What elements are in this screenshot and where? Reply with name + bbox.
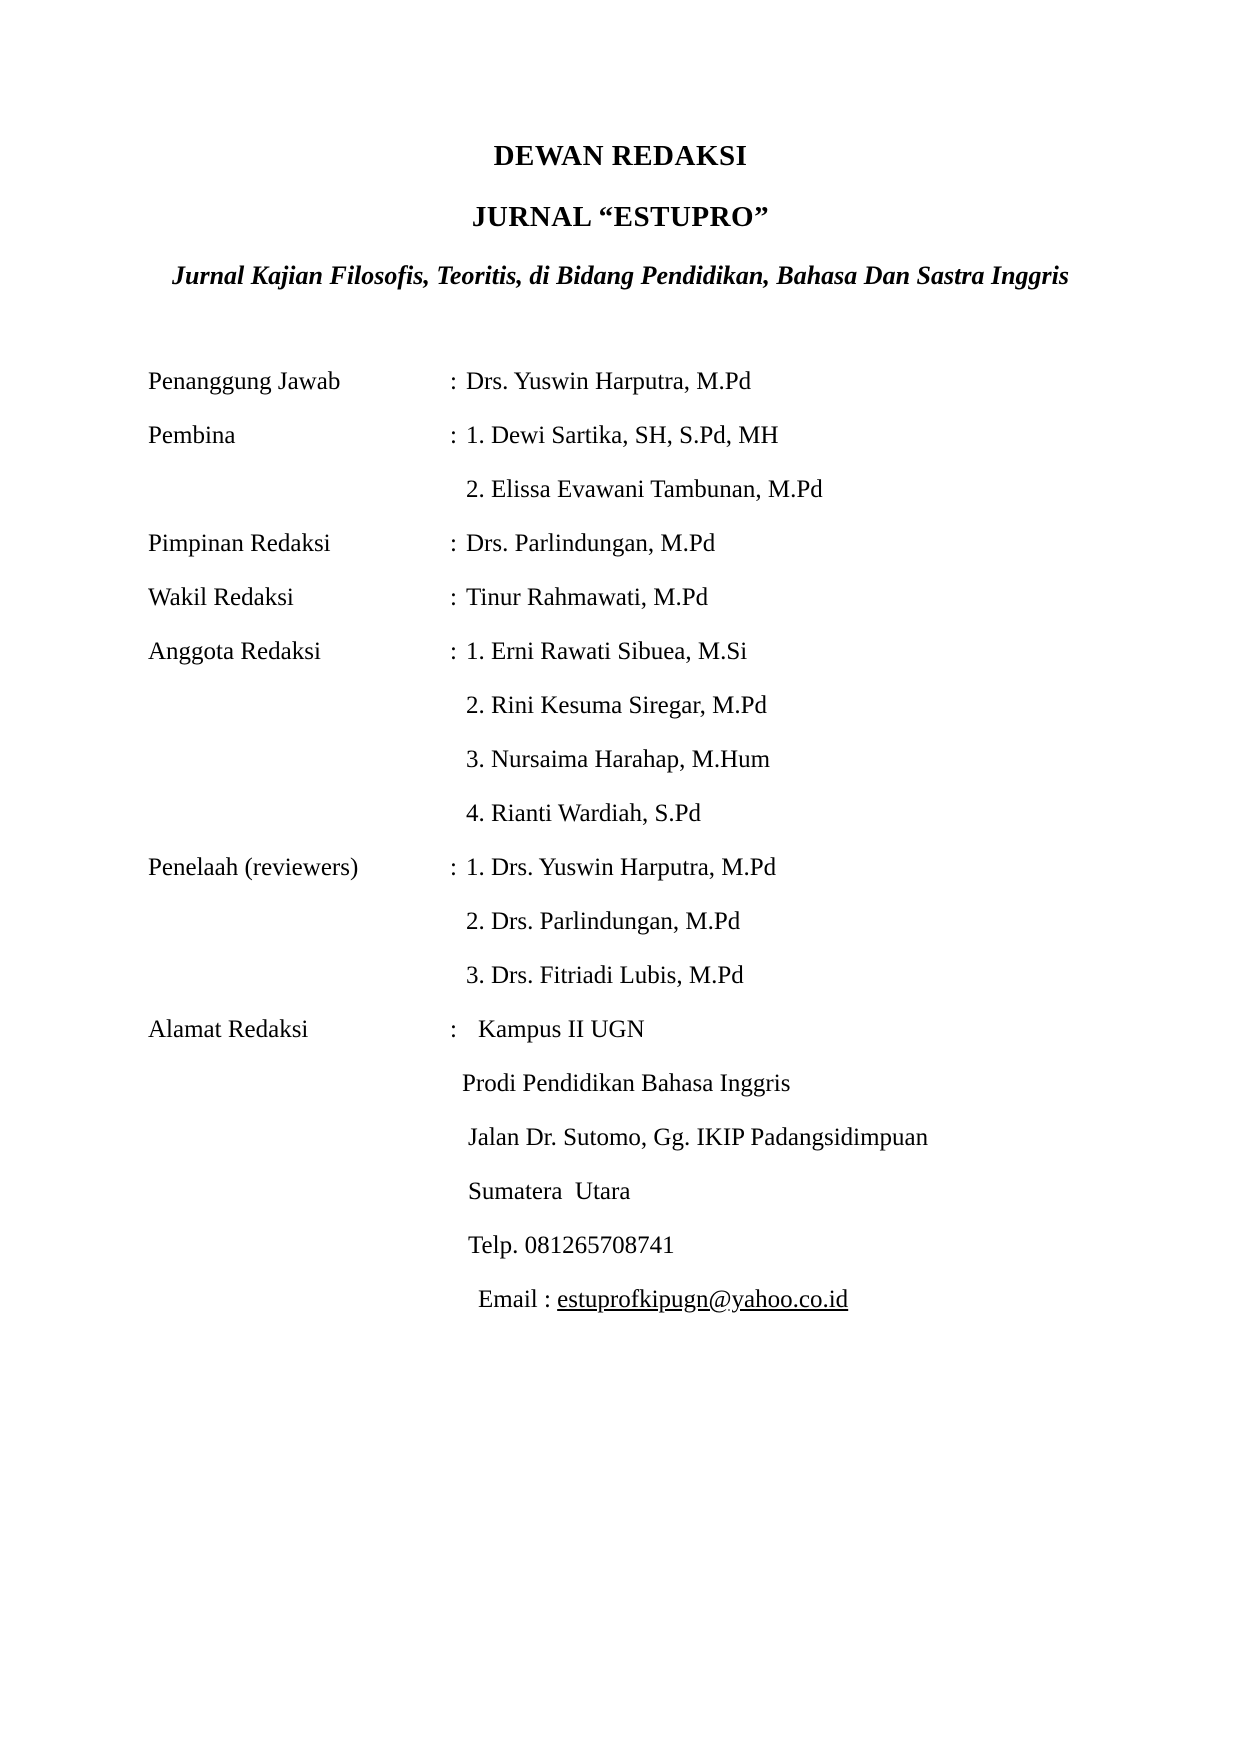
email-link[interactable]: estuprofkipugn@yahoo.co.id xyxy=(557,1286,849,1313)
row-label: Penelaah (reviewers) xyxy=(148,854,359,881)
board-row xyxy=(0,679,1241,733)
row-value xyxy=(466,517,715,571)
row-label: Pimpinan Redaksi xyxy=(148,530,331,557)
board-row xyxy=(0,571,1241,625)
value-text: Telp. 081265708741 xyxy=(468,1232,675,1259)
row-value xyxy=(468,1165,630,1219)
journal-title: JURNAL “ESTUPRO” xyxy=(471,201,770,233)
value-text: Jalan Dr. Sutomo, Gg. IKIP Padangsidimpuan xyxy=(468,1124,929,1151)
board-row xyxy=(0,355,1241,409)
board-row xyxy=(0,517,1241,571)
row-value xyxy=(466,949,744,1003)
row-value xyxy=(466,679,767,733)
row-value xyxy=(466,409,779,463)
row-label: Alamat Redaksi xyxy=(148,1016,309,1043)
board-row xyxy=(0,733,1241,787)
value-text: 1. Drs. Yuswin Harputra, M.Pd xyxy=(466,854,777,881)
board-row xyxy=(0,1003,1241,1057)
row-value xyxy=(466,355,751,409)
row-value xyxy=(466,625,747,679)
board-row xyxy=(0,625,1241,679)
value-text: Drs. Parlindungan, M.Pd xyxy=(466,530,716,557)
board-row xyxy=(0,787,1241,841)
value-text: Prodi Pendidikan Bahasa Inggris xyxy=(462,1070,791,1097)
row-colon: : xyxy=(450,638,457,665)
row-label: Pembina xyxy=(148,422,236,449)
row-value xyxy=(468,1219,675,1273)
board-row xyxy=(0,409,1241,463)
row-colon: : xyxy=(450,584,457,611)
value-text: Email : xyxy=(478,1286,558,1313)
value-text: Drs. Yuswin Harputra, M.Pd xyxy=(466,368,752,395)
value-text: 4. Rianti Wardiah, S.Pd xyxy=(466,800,702,827)
board-row xyxy=(0,1165,1241,1219)
row-colon: : xyxy=(450,1016,457,1043)
row-colon: : xyxy=(450,530,457,557)
row-colon: : xyxy=(450,422,457,449)
value-text: 2. Elissa Evawani Tambunan, M.Pd xyxy=(466,476,823,503)
row-value xyxy=(478,1273,848,1327)
row-label: Anggota Redaksi xyxy=(148,638,321,665)
row-value xyxy=(466,895,740,949)
board-row xyxy=(0,463,1241,517)
board-row xyxy=(0,1111,1241,1165)
board-row xyxy=(0,1273,1241,1327)
row-value xyxy=(466,841,776,895)
journal-subtitle: Jurnal Kajian Filosofis, Teoritis, di Bidang Pendidikan, Bahasa Dan Sastra Inggris xyxy=(171,261,1069,290)
value-text: Sumatera Utara xyxy=(468,1178,631,1205)
value-text: 3. Drs. Fitriadi Lubis, M.Pd xyxy=(466,962,744,989)
board-row xyxy=(0,1057,1241,1111)
board-row xyxy=(0,895,1241,949)
value-text: 2. Drs. Parlindungan, M.Pd xyxy=(466,908,741,935)
row-value xyxy=(466,571,708,625)
editorial-board-list xyxy=(0,355,1241,1327)
row-colon: : xyxy=(450,368,457,395)
value-text: 1. Dewi Sartika, SH, S.Pd, MH xyxy=(466,422,779,449)
row-colon: : xyxy=(450,854,457,881)
board-row xyxy=(0,949,1241,1003)
row-label: Wakil Redaksi xyxy=(148,584,294,611)
board-row xyxy=(0,1219,1241,1273)
board-row xyxy=(0,841,1241,895)
value-text: 1. Erni Rawati Sibuea, M.Si xyxy=(466,638,748,665)
value-text: 2. Rini Kesuma Siregar, M.Pd xyxy=(466,692,768,719)
row-label: Penanggung Jawab xyxy=(148,368,341,395)
row-value xyxy=(462,1057,790,1111)
value-text: Tinur Rahmawati, M.Pd xyxy=(466,584,709,611)
row-value xyxy=(466,787,701,841)
row-value xyxy=(478,1003,645,1057)
row-value xyxy=(468,1111,928,1165)
value-text: Kampus II UGN xyxy=(478,1016,645,1043)
value-text: 3. Nursaima Harahap, M.Hum xyxy=(466,746,771,773)
row-value xyxy=(466,733,770,787)
page-title: DEWAN REDAKSI xyxy=(493,140,748,172)
row-value xyxy=(466,463,823,517)
